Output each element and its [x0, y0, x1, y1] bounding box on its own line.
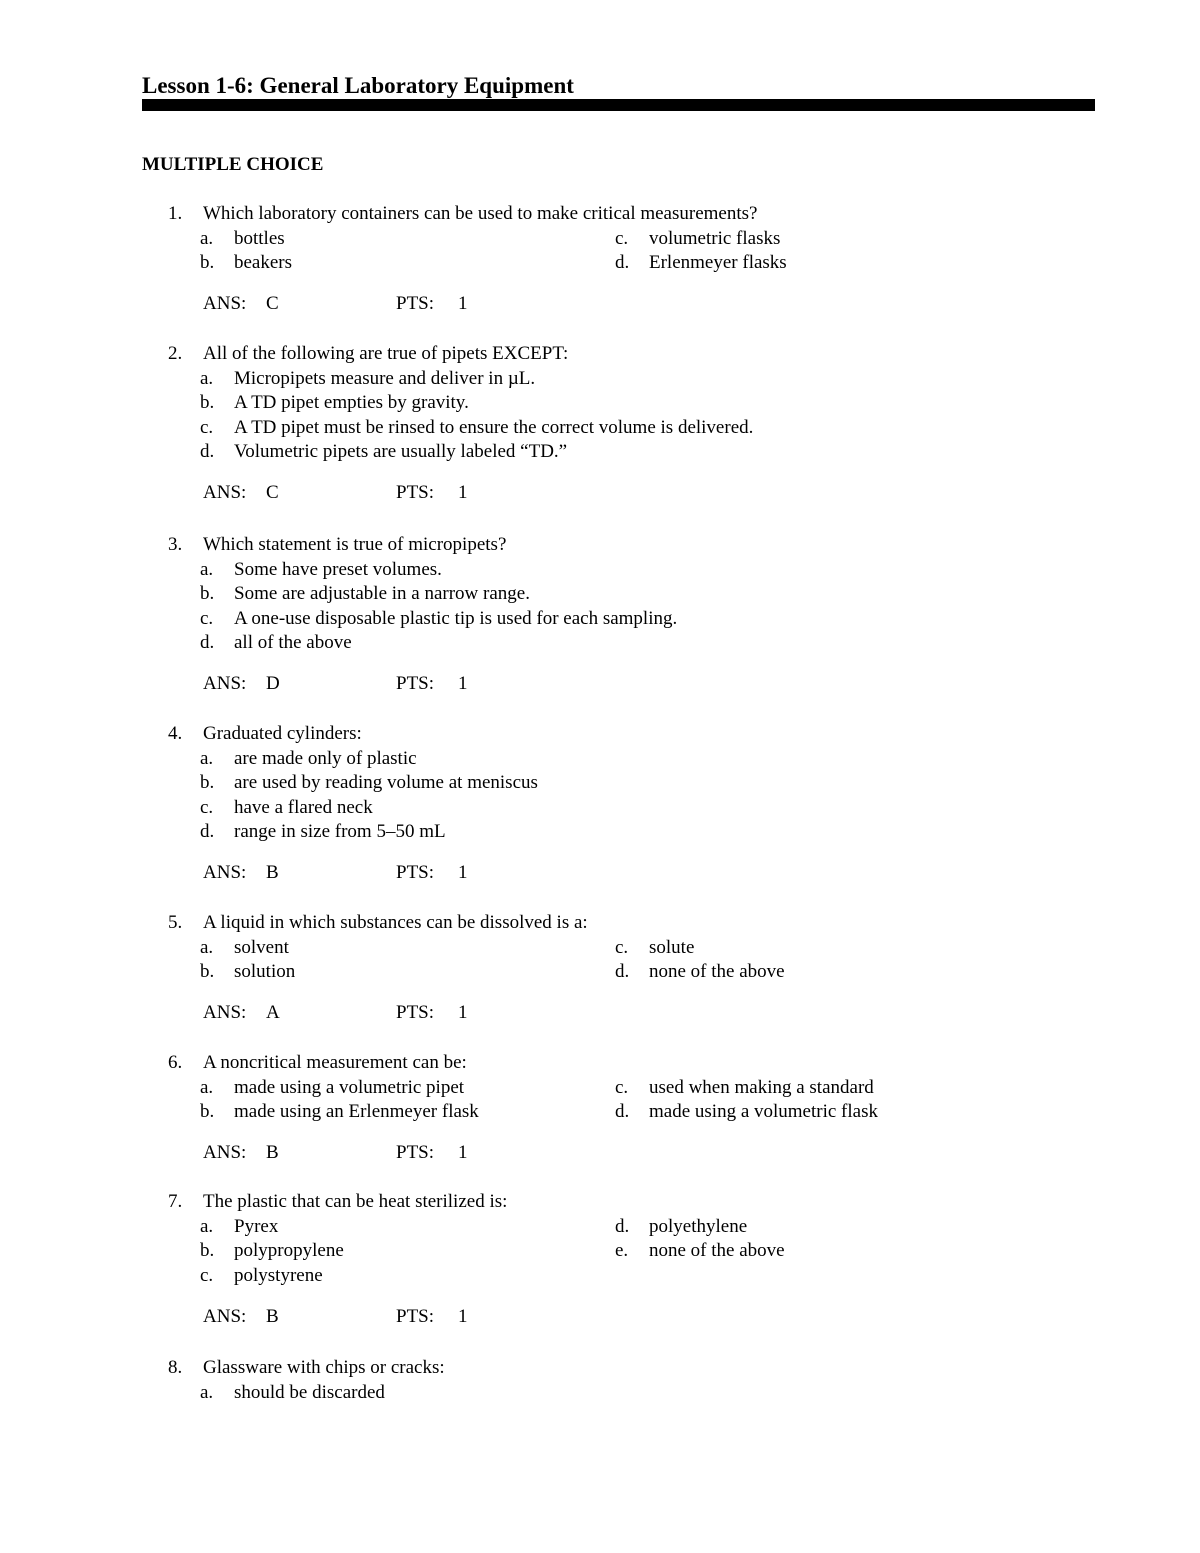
- option-text: Erlenmeyer flasks: [649, 252, 787, 273]
- points-value: 1: [458, 293, 468, 314]
- option-letter: a.: [200, 559, 214, 580]
- option-letter: d.: [200, 441, 215, 462]
- option-letter: b.: [200, 1240, 215, 1261]
- option-text: bottles: [234, 228, 285, 249]
- question-number: 2.: [168, 343, 183, 364]
- question-text: All of the following are true of pipets EXCEPT:: [203, 343, 569, 364]
- question-text: Which laboratory containers can be used to make critical measurements?: [203, 203, 758, 224]
- option-letter: b.: [200, 1101, 215, 1122]
- option-letter: b.: [200, 772, 215, 793]
- option-letter: d.: [615, 1216, 630, 1237]
- question-text: A noncritical measurement can be:: [203, 1052, 467, 1073]
- question-number: 6.: [168, 1052, 183, 1073]
- option-text: A one-use disposable plastic tip is used for each sampling.: [234, 608, 678, 629]
- option-letter: e.: [615, 1240, 629, 1261]
- section-heading: MULTIPLE CHOICE: [142, 154, 324, 175]
- points-label: PTS:: [396, 1002, 435, 1023]
- option-letter: d.: [615, 1101, 630, 1122]
- question-text: Graduated cylinders:: [203, 723, 362, 744]
- option-letter: c.: [615, 937, 629, 958]
- answer-label: ANS:: [203, 1002, 247, 1023]
- question-number: 5.: [168, 912, 183, 933]
- option-letter: d.: [615, 961, 630, 982]
- option-letter: a.: [200, 937, 214, 958]
- points-label: PTS:: [396, 1306, 435, 1327]
- points-value: 1: [458, 1306, 468, 1327]
- option-text: should be discarded: [234, 1382, 385, 1403]
- page-title: Lesson 1-6: General Laboratory Equipment: [142, 73, 574, 98]
- option-letter: a.: [200, 748, 214, 769]
- answer-value: C: [266, 482, 279, 503]
- option-letter: c.: [200, 1265, 214, 1286]
- question-number: 1.: [168, 203, 183, 224]
- points-label: PTS:: [396, 482, 435, 503]
- question-number: 3.: [168, 534, 183, 555]
- points-label: PTS:: [396, 673, 435, 694]
- option-text: used when making a standard: [649, 1077, 874, 1098]
- answer-value: B: [266, 862, 279, 883]
- question-text: A liquid in which substances can be dissolved is a:: [203, 912, 588, 933]
- option-letter: a.: [200, 1216, 214, 1237]
- points-value: 1: [458, 862, 468, 883]
- points-label: PTS:: [396, 1142, 435, 1163]
- option-text: Pyrex: [234, 1216, 279, 1237]
- option-text: none of the above: [649, 961, 785, 982]
- question-number: 8.: [168, 1357, 183, 1378]
- question-text: The plastic that can be heat sterilized is:: [203, 1191, 508, 1212]
- option-letter: b.: [200, 961, 215, 982]
- option-text: beakers: [234, 252, 293, 273]
- option-letter: b.: [200, 583, 215, 604]
- option-text: made using a volumetric pipet: [234, 1077, 465, 1098]
- points-label: PTS:: [396, 293, 435, 314]
- answer-label: ANS:: [203, 293, 247, 314]
- option-text: Volumetric pipets are usually labeled “TD.”: [234, 441, 568, 462]
- option-text: none of the above: [649, 1240, 785, 1261]
- option-text: Micropipets measure and deliver in µL.: [234, 368, 536, 389]
- option-letter: b.: [200, 392, 215, 413]
- option-text: have a flared neck: [234, 797, 373, 818]
- option-letter: a.: [200, 1077, 214, 1098]
- points-value: 1: [458, 1002, 468, 1023]
- option-letter: c.: [615, 1077, 629, 1098]
- answer-label: ANS:: [203, 862, 247, 883]
- option-text: volumetric flasks: [649, 228, 781, 249]
- option-text: solvent: [234, 937, 289, 958]
- option-text: A TD pipet must be rinsed to ensure the correct volume is delivered.: [234, 417, 754, 438]
- points-value: 1: [458, 1142, 468, 1163]
- answer-value: B: [266, 1306, 279, 1327]
- option-letter: c.: [615, 228, 629, 249]
- answer-label: ANS:: [203, 673, 247, 694]
- option-text: are made only of plastic: [234, 748, 417, 769]
- option-letter: c.: [200, 797, 214, 818]
- option-text: solute: [649, 937, 695, 958]
- option-text: solution: [234, 961, 296, 982]
- answer-value: A: [266, 1002, 280, 1023]
- points-value: 1: [458, 673, 468, 694]
- option-text: made using a volumetric flask: [649, 1101, 878, 1122]
- option-letter: a.: [200, 228, 214, 249]
- option-text: Some have preset volumes.: [234, 559, 442, 580]
- option-text: Some are adjustable in a narrow range.: [234, 583, 530, 604]
- option-text: are used by reading volume at meniscus: [234, 772, 538, 793]
- option-text: A TD pipet empties by gravity.: [234, 392, 469, 413]
- question-number: 7.: [168, 1191, 183, 1212]
- question-text: Which statement is true of micropipets?: [203, 534, 507, 555]
- option-letter: a.: [200, 368, 214, 389]
- option-letter: d.: [200, 632, 215, 653]
- answer-value: B: [266, 1142, 279, 1163]
- option-letter: a.: [200, 1382, 214, 1403]
- option-text: all of the above: [234, 632, 352, 653]
- answer-value: C: [266, 293, 279, 314]
- option-letter: c.: [200, 608, 214, 629]
- title-underline-rule: [142, 99, 1095, 111]
- option-text: polyethylene: [649, 1216, 748, 1237]
- answer-label: ANS:: [203, 1142, 247, 1163]
- points-label: PTS:: [396, 862, 435, 883]
- option-text: made using an Erlenmeyer flask: [234, 1101, 479, 1122]
- option-text: polystyrene: [234, 1265, 323, 1286]
- option-letter: d.: [615, 252, 630, 273]
- question-text: Glassware with chips or cracks:: [203, 1357, 445, 1378]
- option-letter: b.: [200, 252, 215, 273]
- option-text: polypropylene: [234, 1240, 344, 1261]
- answer-value: D: [266, 673, 280, 694]
- option-letter: d.: [200, 821, 215, 842]
- option-letter: c.: [200, 417, 214, 438]
- question-number: 4.: [168, 723, 183, 744]
- option-text: range in size from 5–50 mL: [234, 821, 446, 842]
- answer-label: ANS:: [203, 1306, 247, 1327]
- answer-label: ANS:: [203, 482, 247, 503]
- points-value: 1: [458, 482, 468, 503]
